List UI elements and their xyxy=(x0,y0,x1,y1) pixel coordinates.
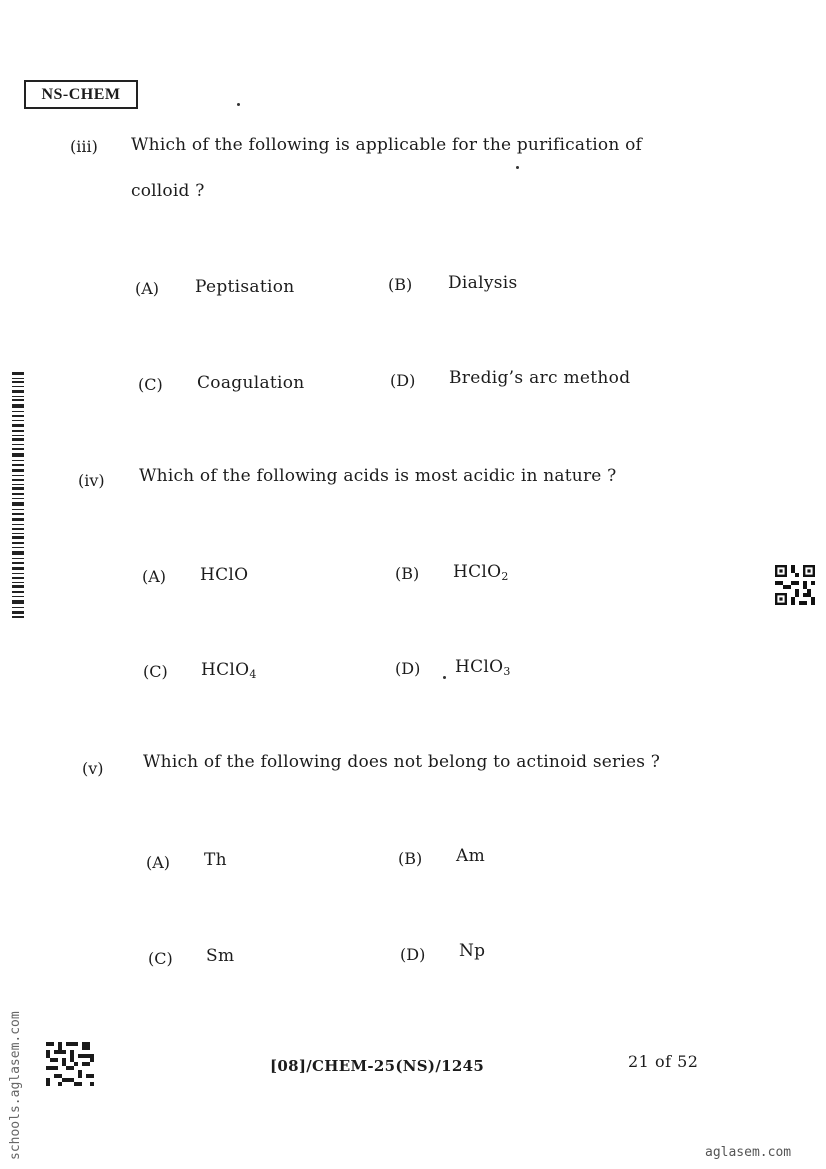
option-letter: (C) xyxy=(148,949,173,968)
question-number: (iv) xyxy=(78,471,105,490)
option-letter: (D) xyxy=(400,945,426,964)
subscript: 3 xyxy=(503,665,511,678)
question-text-continued: colloid ? xyxy=(131,181,205,201)
subscript: 4 xyxy=(249,668,257,681)
option-letter: (C) xyxy=(143,662,168,681)
option-text: Dialysis xyxy=(448,273,518,293)
side-watermark: schools.aglasem.com xyxy=(8,1011,23,1160)
question-number: (iii) xyxy=(70,137,98,156)
option-text: Am xyxy=(456,846,485,866)
option-text: Peptisation xyxy=(195,277,295,297)
scan-speck xyxy=(516,166,519,169)
question-number: (v) xyxy=(82,759,104,778)
page-number: 21 of 52 xyxy=(628,1052,699,1071)
option-text: HClO$_4$ xyxy=(201,660,257,681)
question-text: Which of the following does not belong to actinoid series ? xyxy=(143,752,661,772)
paper-code-footer: [08]/CHEM-25(NS)/1245 xyxy=(270,1057,485,1075)
option-letter: (B) xyxy=(395,564,420,583)
subscript: 2 xyxy=(501,570,509,583)
option-text: Th xyxy=(204,850,227,870)
option-letter: (B) xyxy=(388,275,413,294)
option-letter: (A) xyxy=(146,853,171,872)
scan-speck xyxy=(443,676,446,679)
option-text: Coagulation xyxy=(197,373,305,393)
option-text: HClO$_2$ xyxy=(453,562,509,583)
option-letter: (D) xyxy=(390,371,416,390)
option-text: Np xyxy=(459,941,486,961)
option-letter: (B) xyxy=(398,849,423,868)
qr-code-image xyxy=(46,1042,94,1086)
option-letter: (C) xyxy=(138,375,163,394)
paper-code-box: NS-CHEM xyxy=(24,80,138,109)
scan-speck xyxy=(237,103,240,106)
qr-code-image xyxy=(775,565,815,605)
corner-watermark: aglasem.com xyxy=(705,1145,792,1160)
option-letter: (A) xyxy=(135,279,160,298)
question-text: Which of the following is applicable for the purification of xyxy=(131,135,643,155)
option-text: Sm xyxy=(206,946,235,966)
option-text: HClO xyxy=(200,565,249,585)
option-letter: (A) xyxy=(142,567,167,586)
barcode-image xyxy=(12,372,24,618)
question-text: Which of the following acids is most acidic in nature ? xyxy=(139,466,617,486)
option-letter: (D) xyxy=(395,659,421,678)
option-text: HClO$_3$ xyxy=(455,657,511,678)
option-text: Bredig’s arc method xyxy=(449,368,631,388)
